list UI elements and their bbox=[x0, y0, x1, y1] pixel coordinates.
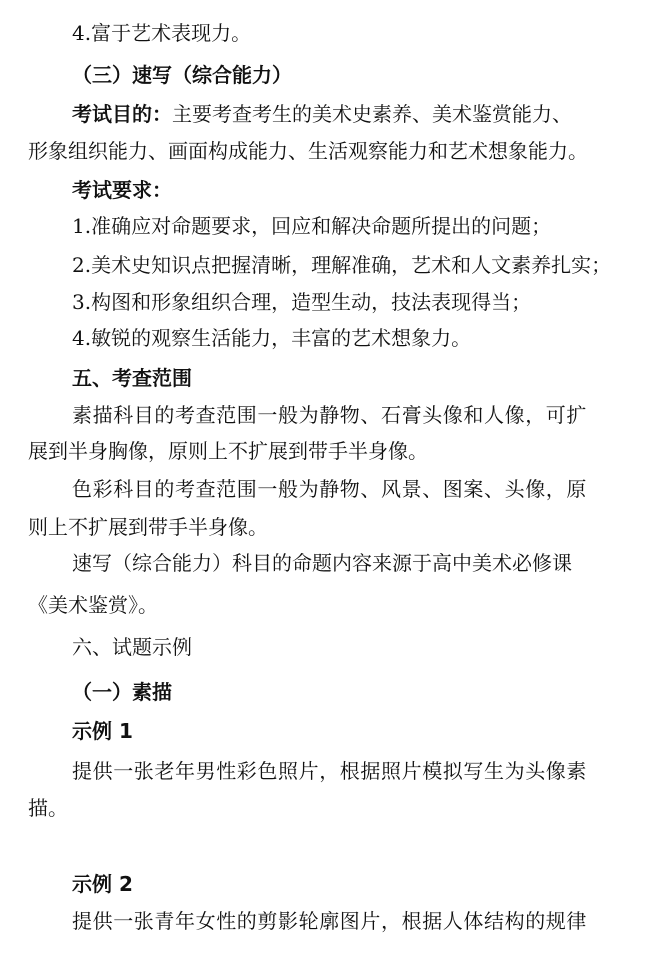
list-item: 2.美术史知识点把握清晰，理解准确，艺术和人文素养扎实； bbox=[72, 253, 612, 277]
list-item: 1.准确应对命题要求，回应和解决命题所提出的问题； bbox=[72, 214, 552, 238]
subsection-heading: （一）素描 bbox=[72, 680, 172, 704]
paragraph-line: 素描科目的考查范围一般为静物、石膏头像和人像，可扩 bbox=[72, 403, 587, 427]
paragraph-line bbox=[72, 100, 669, 128]
example-heading: 示例 1 bbox=[72, 719, 133, 743]
list-item: 4.敏锐的观察生活能力，丰富的艺术想象力。 bbox=[72, 326, 472, 350]
list-item: 3.构图和形象组织合理，造型生动，技法表现得当； bbox=[72, 290, 532, 314]
list-item: 4.富于艺术表现力。 bbox=[72, 21, 252, 45]
subsection-heading: （三）速写（综合能力） bbox=[72, 63, 292, 87]
paragraph-line: 速写（综合能力）科目的命题内容来源于高中美术必修课 bbox=[72, 551, 572, 575]
paragraph-text: 主要考查考生的美术史素养、美术鉴赏能力、 bbox=[172, 102, 572, 126]
paragraph-line: 描。 bbox=[28, 796, 68, 820]
paragraph-line: 展到半身胸像，原则上不扩展到带手半身像。 bbox=[28, 439, 428, 463]
inline-label: 考试目的： bbox=[72, 102, 172, 126]
paragraph-line: 形象组织能力、画面构成能力、生活观察能力和艺术想象能力。 bbox=[28, 139, 588, 163]
paragraph-line: 提供一张老年男性彩色照片，根据照片模拟写生为头像素 bbox=[72, 759, 587, 783]
section-heading: 六、试题示例 bbox=[72, 635, 192, 659]
section-heading: 五、考查范围 bbox=[72, 366, 192, 390]
paragraph-line: 提供一张青年女性的剪影轮廓图片，根据人体结构的规律 bbox=[72, 909, 587, 933]
paragraph-line: 《美术鉴赏》。 bbox=[28, 593, 158, 617]
inline-label: 考试要求： bbox=[72, 178, 172, 202]
example-heading: 示例 2 bbox=[72, 872, 133, 896]
paragraph-line: 色彩科目的考查范围一般为静物、风景、图案、头像，原 bbox=[72, 477, 587, 501]
paragraph-line: 则上不扩展到带手半身像。 bbox=[28, 515, 268, 539]
